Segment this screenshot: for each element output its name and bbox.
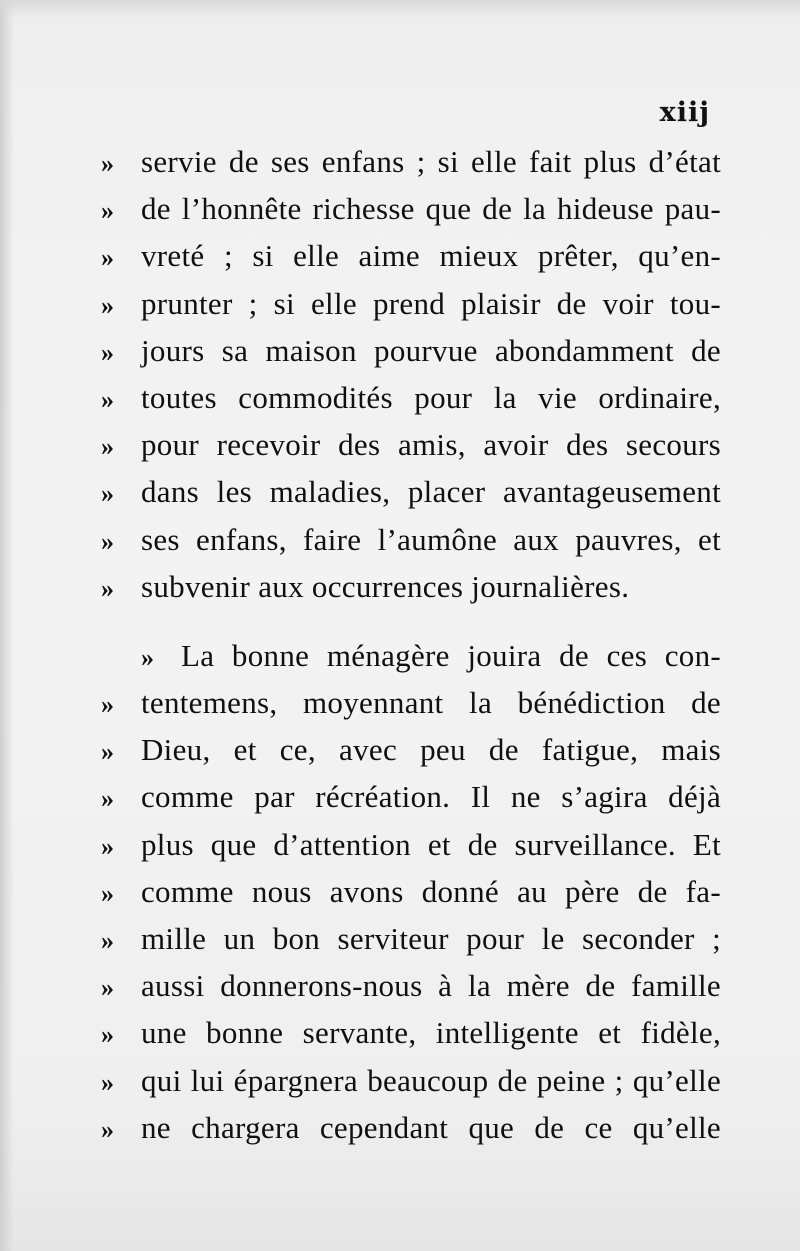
quote-mark: » bbox=[101, 526, 114, 556]
line-text: qui lui épargnera beaucoup de peine ; qu’elle bbox=[141, 1062, 721, 1098]
text-line bbox=[101, 821, 721, 868]
page-number: xiij bbox=[659, 97, 710, 128]
quote-mark: » bbox=[101, 337, 114, 367]
text-line bbox=[101, 138, 721, 185]
text-line bbox=[101, 327, 721, 374]
text-line bbox=[101, 868, 721, 915]
line-text: vreté ; si elle aime mieux prêter, qu’en- bbox=[141, 238, 721, 274]
quote-mark: » bbox=[101, 1114, 114, 1144]
quote-mark: » bbox=[101, 831, 114, 861]
line-text: dans les maladies, placer avantageusement bbox=[141, 474, 721, 510]
line-text: servie de ses enfans ; si elle fait plus d’état bbox=[141, 144, 721, 179]
line-text: pour recevoir des amis, avoir des secours bbox=[141, 427, 721, 463]
text-line bbox=[101, 962, 721, 1009]
page-top-shadow bbox=[0, 0, 800, 18]
text-line bbox=[101, 374, 721, 421]
line-text: une bonne servante, intelligente et fidèle, bbox=[141, 1015, 721, 1051]
paragraph-1 bbox=[101, 138, 721, 610]
quote-mark: » bbox=[101, 196, 114, 226]
line-text: La bonne ménagère jouira de ces con- bbox=[181, 637, 721, 673]
paragraph-gap bbox=[101, 610, 721, 632]
line-text: ses enfans, faire l’aumône aux pauvres, et bbox=[141, 521, 721, 557]
quote-mark: » bbox=[141, 642, 154, 672]
text-line bbox=[101, 232, 721, 279]
line-text: mille un bon serviteur pour le seconder ; bbox=[141, 921, 721, 956]
text-line bbox=[101, 1057, 721, 1104]
quote-mark: » bbox=[101, 926, 114, 955]
quote-mark: » bbox=[101, 573, 114, 603]
text-line bbox=[101, 468, 721, 515]
text-line bbox=[101, 563, 721, 610]
quote-mark: » bbox=[101, 878, 114, 908]
line-text: prunter ; si elle prend plaisir de voir tou- bbox=[141, 285, 721, 321]
text-line bbox=[101, 1104, 721, 1151]
text-line bbox=[101, 915, 721, 962]
line-text: de l’honnête richesse que de la hideuse pau- bbox=[141, 191, 721, 227]
line-text: Dieu, et ce, avec peu de fatigue, mais bbox=[141, 732, 721, 768]
line-text: jours sa maison pourvue abondamment de bbox=[141, 332, 721, 368]
quote-mark: » bbox=[101, 290, 114, 320]
line-text: comme nous avons donné au père de fa- bbox=[141, 873, 721, 909]
quote-mark: » bbox=[101, 243, 114, 273]
quote-mark: » bbox=[101, 479, 114, 509]
line-text: aussi donnerons-nous à la mère de famille bbox=[141, 968, 721, 1004]
text-line bbox=[101, 773, 721, 820]
quote-mark: » bbox=[101, 973, 114, 1003]
line-text: comme par récréation. Il ne s’agira déjà bbox=[141, 779, 721, 815]
text-line bbox=[101, 185, 721, 232]
quote-mark: » bbox=[101, 737, 114, 767]
quote-mark: » bbox=[101, 690, 114, 720]
page-edge-shadow bbox=[0, 0, 14, 1251]
text-line bbox=[101, 632, 721, 679]
text-line bbox=[101, 679, 721, 726]
body-text bbox=[101, 138, 721, 1151]
text-line bbox=[101, 726, 721, 773]
quote-mark: » bbox=[101, 149, 114, 178]
quote-mark: » bbox=[101, 384, 114, 414]
text-line bbox=[101, 280, 721, 327]
line-text: tentemens, moyennant la bénédiction de bbox=[141, 685, 721, 721]
quote-mark: » bbox=[101, 432, 114, 462]
line-text: toutes commodités pour la vie ordinaire, bbox=[141, 379, 721, 415]
paragraph-2 bbox=[101, 632, 721, 1151]
line-text: ne chargera cependant que de ce qu’elle bbox=[141, 1109, 721, 1145]
quote-mark: » bbox=[101, 1020, 114, 1050]
quote-mark: » bbox=[101, 1067, 114, 1097]
text-line bbox=[101, 421, 721, 468]
line-text: plus que d’attention et de surveillance. Et bbox=[141, 826, 721, 862]
quote-mark: » bbox=[101, 784, 114, 814]
line-text: subvenir aux occurrences journalières. bbox=[141, 568, 630, 604]
text-line bbox=[101, 516, 721, 563]
text-line bbox=[101, 1009, 721, 1056]
